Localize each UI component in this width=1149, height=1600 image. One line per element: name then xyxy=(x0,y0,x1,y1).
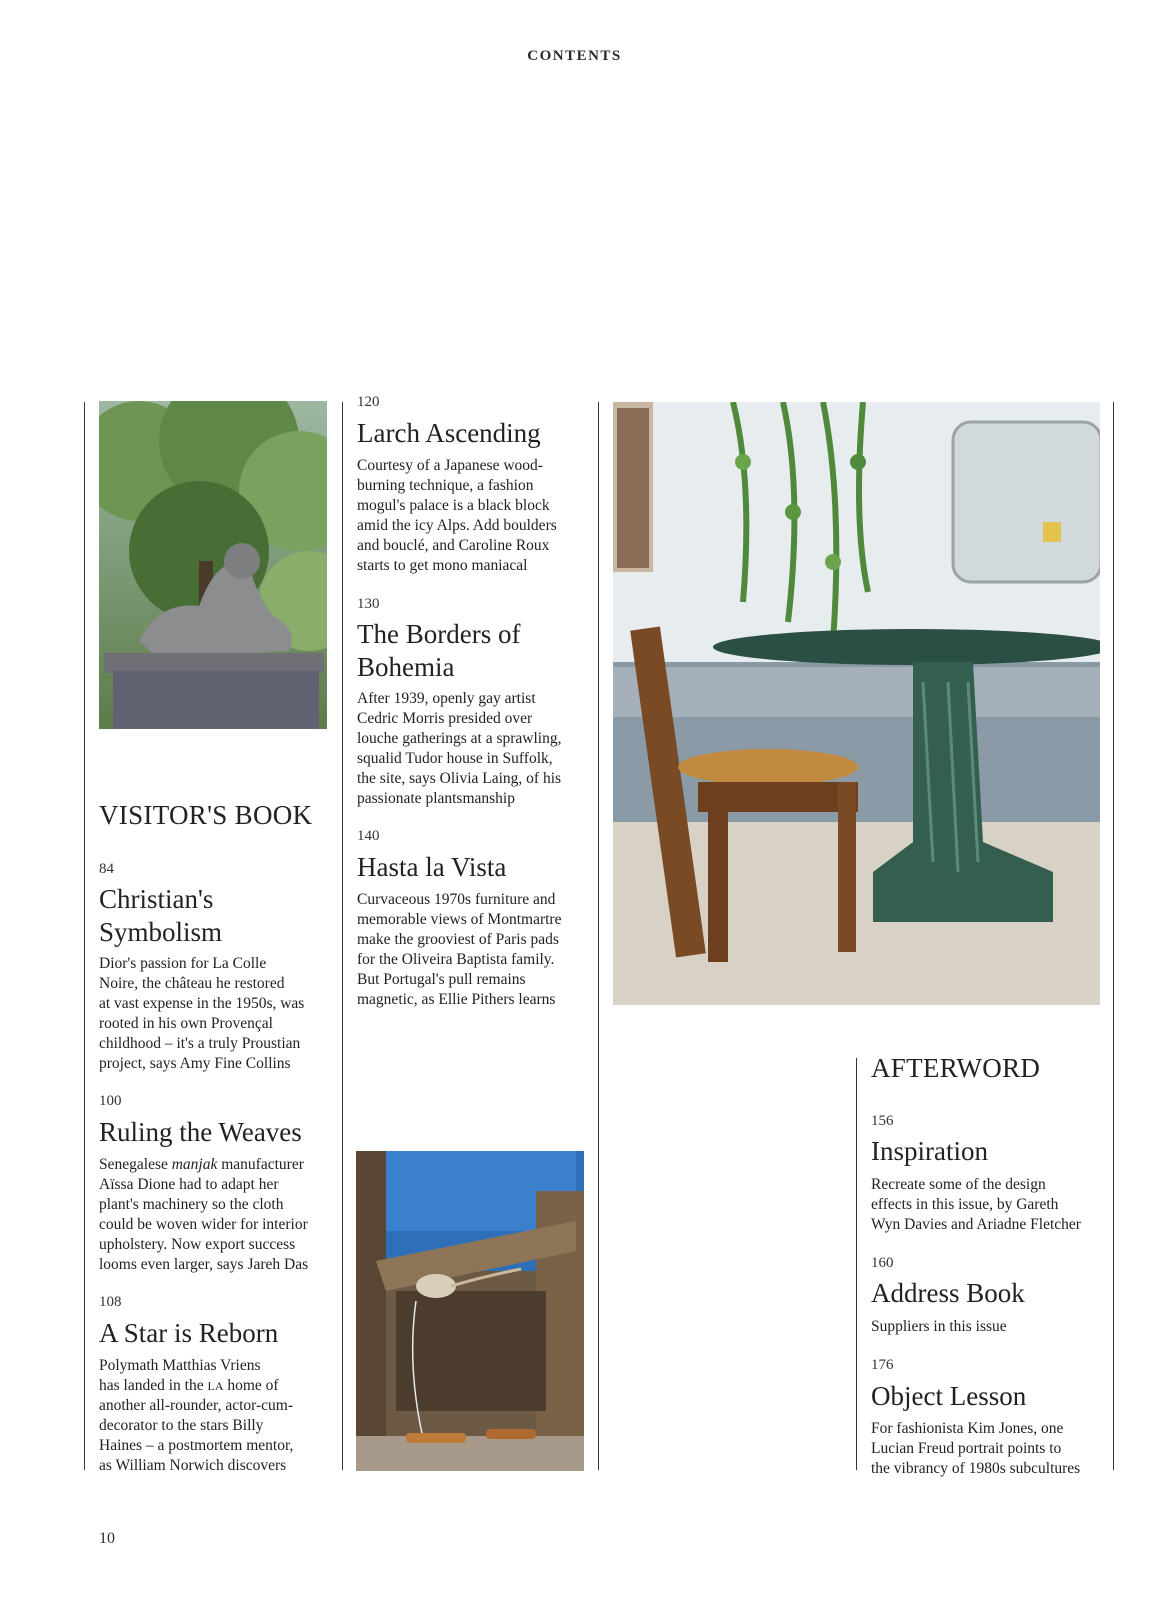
article-title-address-book[interactable] xyxy=(871,1277,1025,1310)
blurb-line: louche gatherings at a sprawling, xyxy=(357,730,562,747)
blurb-line: Curvaceous 1970s furniture and xyxy=(357,891,556,908)
blurb-line: But Portugal's pull remains xyxy=(357,971,526,988)
blurb-line: Noire, the château he restored xyxy=(99,975,285,992)
title-line: Bohemia xyxy=(357,652,455,682)
article-blurb-object-lesson xyxy=(871,1419,1080,1479)
blurb-line: could be woven wider for interior xyxy=(99,1216,308,1233)
blurb-line xyxy=(99,1376,293,1396)
blurb-line: Cedric Morris presided over xyxy=(357,710,533,727)
title-line: Inspiration xyxy=(871,1136,988,1166)
page-ref-84: 84 xyxy=(99,861,114,877)
photo-sphinx-statue xyxy=(99,401,327,729)
blurb-text: Senegalese xyxy=(99,1156,168,1173)
column-rule-far-right xyxy=(1113,402,1114,1470)
blurb-line: Recreate some of the design xyxy=(871,1176,1046,1193)
page-ref-160: 160 xyxy=(871,1255,894,1271)
blurb-text: manufacturer xyxy=(221,1156,304,1173)
page-ref-100: 100 xyxy=(99,1093,122,1109)
blurb-smallcaps: LA xyxy=(207,1379,224,1393)
article-blurb-inspiration xyxy=(871,1175,1081,1235)
article-blurb-a-star-is-reborn xyxy=(99,1356,293,1476)
blurb-line: mogul's palace is a black block xyxy=(357,497,550,514)
blurb-line: burning technique, a fashion xyxy=(357,477,534,494)
page-header: CONTENTS xyxy=(527,48,622,64)
title-line: Hasta la Vista xyxy=(357,852,507,882)
blurb-line: memorable views of Montmartre xyxy=(357,911,562,928)
page-number: 10 xyxy=(99,1530,115,1547)
column-rule-afterword xyxy=(856,1058,857,1470)
blurb-line: amid the icy Alps. Add boulders xyxy=(357,517,557,534)
photo-rustic-chair xyxy=(356,1151,584,1471)
blurb-line: Courtesy of a Japanese wood- xyxy=(357,457,543,474)
article-blurb-christians-symbolism xyxy=(99,954,304,1074)
page-ref-108: 108 xyxy=(99,1294,122,1310)
blurb-line: childhood – it's a truly Proustian xyxy=(99,1035,301,1052)
article-blurb-address-book xyxy=(871,1317,1007,1337)
title-line: Address Book xyxy=(871,1278,1025,1308)
blurb-line xyxy=(99,1155,308,1175)
blurb-line: magnetic, as Ellie Pithers learns xyxy=(357,991,556,1008)
article-title-a-star-is-reborn[interactable] xyxy=(99,1317,278,1350)
blurb-line: Lucian Freud portrait points to xyxy=(871,1440,1062,1457)
article-title-hasta-la-vista[interactable] xyxy=(357,851,506,884)
article-title-borders-of-bohemia[interactable] xyxy=(357,618,520,684)
section-heading-visitors-book: VISITOR'S BOOK xyxy=(99,800,313,830)
blurb-line: passionate plantsmanship xyxy=(357,790,515,807)
blurb-line: for the Oliveira Baptista family. xyxy=(357,951,555,968)
column-rule-left xyxy=(84,402,85,1470)
blurb-line: at vast expense in the 1950s, was xyxy=(99,995,305,1012)
blurb-line: the vibrancy of 1980s subcultures xyxy=(871,1460,1081,1477)
blurb-line: Suppliers in this issue xyxy=(871,1318,1007,1335)
blurb-line: squalid Tudor house in Suffolk, xyxy=(357,750,553,767)
page-ref-140: 140 xyxy=(357,828,380,844)
blurb-line: upholstery. Now export success xyxy=(99,1236,296,1253)
blurb-line: plant's machinery so the cloth xyxy=(99,1196,284,1213)
article-title-larch-ascending[interactable] xyxy=(357,417,541,450)
section-heading-afterword: AFTERWORD xyxy=(871,1053,1041,1083)
title-line: Ruling the Weaves xyxy=(99,1117,302,1147)
blurb-line: After 1939, openly gay artist xyxy=(357,690,536,707)
blurb-line: starts to get mono maniacal xyxy=(357,557,528,574)
article-blurb-borders-of-bohemia xyxy=(357,689,561,809)
blurb-line: make the grooviest of Paris pads xyxy=(357,931,559,948)
article-blurb-ruling-the-weaves xyxy=(99,1155,308,1275)
page-ref-130: 130 xyxy=(357,596,380,612)
blurb-text: home of xyxy=(227,1377,279,1394)
title-line: Object Lesson xyxy=(871,1381,1027,1411)
title-line: Larch Ascending xyxy=(357,418,541,448)
article-title-ruling-the-weaves[interactable] xyxy=(99,1116,302,1149)
article-title-christians-symbolism[interactable] xyxy=(99,883,222,949)
blurb-line: Polymath Matthias Vriens xyxy=(99,1357,261,1374)
blurb-line: and bouclé, and Caroline Roux xyxy=(357,537,550,554)
blurb-line: as William Norwich discovers xyxy=(99,1457,287,1474)
title-line: Symbolism xyxy=(99,917,223,947)
title-line: The Borders of xyxy=(357,619,521,649)
column-rule-middle xyxy=(342,402,343,1470)
blurb-line: For fashionista Kim Jones, one xyxy=(871,1420,1064,1437)
blurb-line: effects in this issue, by Gareth xyxy=(871,1196,1059,1213)
blurb-line: Aïssa Dione had to adapt her xyxy=(99,1176,279,1193)
article-blurb-larch-ascending xyxy=(357,456,557,576)
title-line: A Star is Reborn xyxy=(99,1318,279,1348)
article-title-object-lesson[interactable] xyxy=(871,1380,1026,1413)
page-ref-176: 176 xyxy=(871,1357,894,1373)
blurb-line: Wyn Davies and Ariadne Fletcher xyxy=(871,1216,1081,1233)
blurb-line: looms even larger, says Jareh Das xyxy=(99,1256,309,1273)
blurb-text: has landed in the xyxy=(99,1377,204,1394)
blurb-line: decorator to the stars Billy xyxy=(99,1417,264,1434)
title-line: Christian's xyxy=(99,884,214,914)
blurb-line: Dior's passion for La Colle xyxy=(99,955,267,972)
blurb-line: another all-rounder, actor-cum- xyxy=(99,1397,294,1414)
page-ref-156: 156 xyxy=(871,1113,894,1129)
article-title-inspiration[interactable] xyxy=(871,1135,988,1168)
article-blurb-hasta-la-vista xyxy=(357,890,561,1010)
blurb-line: Haines – a postmortem mentor, xyxy=(99,1437,294,1454)
blurb-line: rooted in his own Provençal xyxy=(99,1015,273,1032)
column-rule-right-1 xyxy=(598,402,599,1470)
blurb-italic: manjak xyxy=(171,1156,218,1173)
blurb-line: project, says Amy Fine Collins xyxy=(99,1055,291,1072)
page-ref-120: 120 xyxy=(357,394,380,410)
photo-interior-dining xyxy=(613,402,1100,1005)
blurb-line: the site, says Olivia Laing, of his xyxy=(357,770,562,787)
